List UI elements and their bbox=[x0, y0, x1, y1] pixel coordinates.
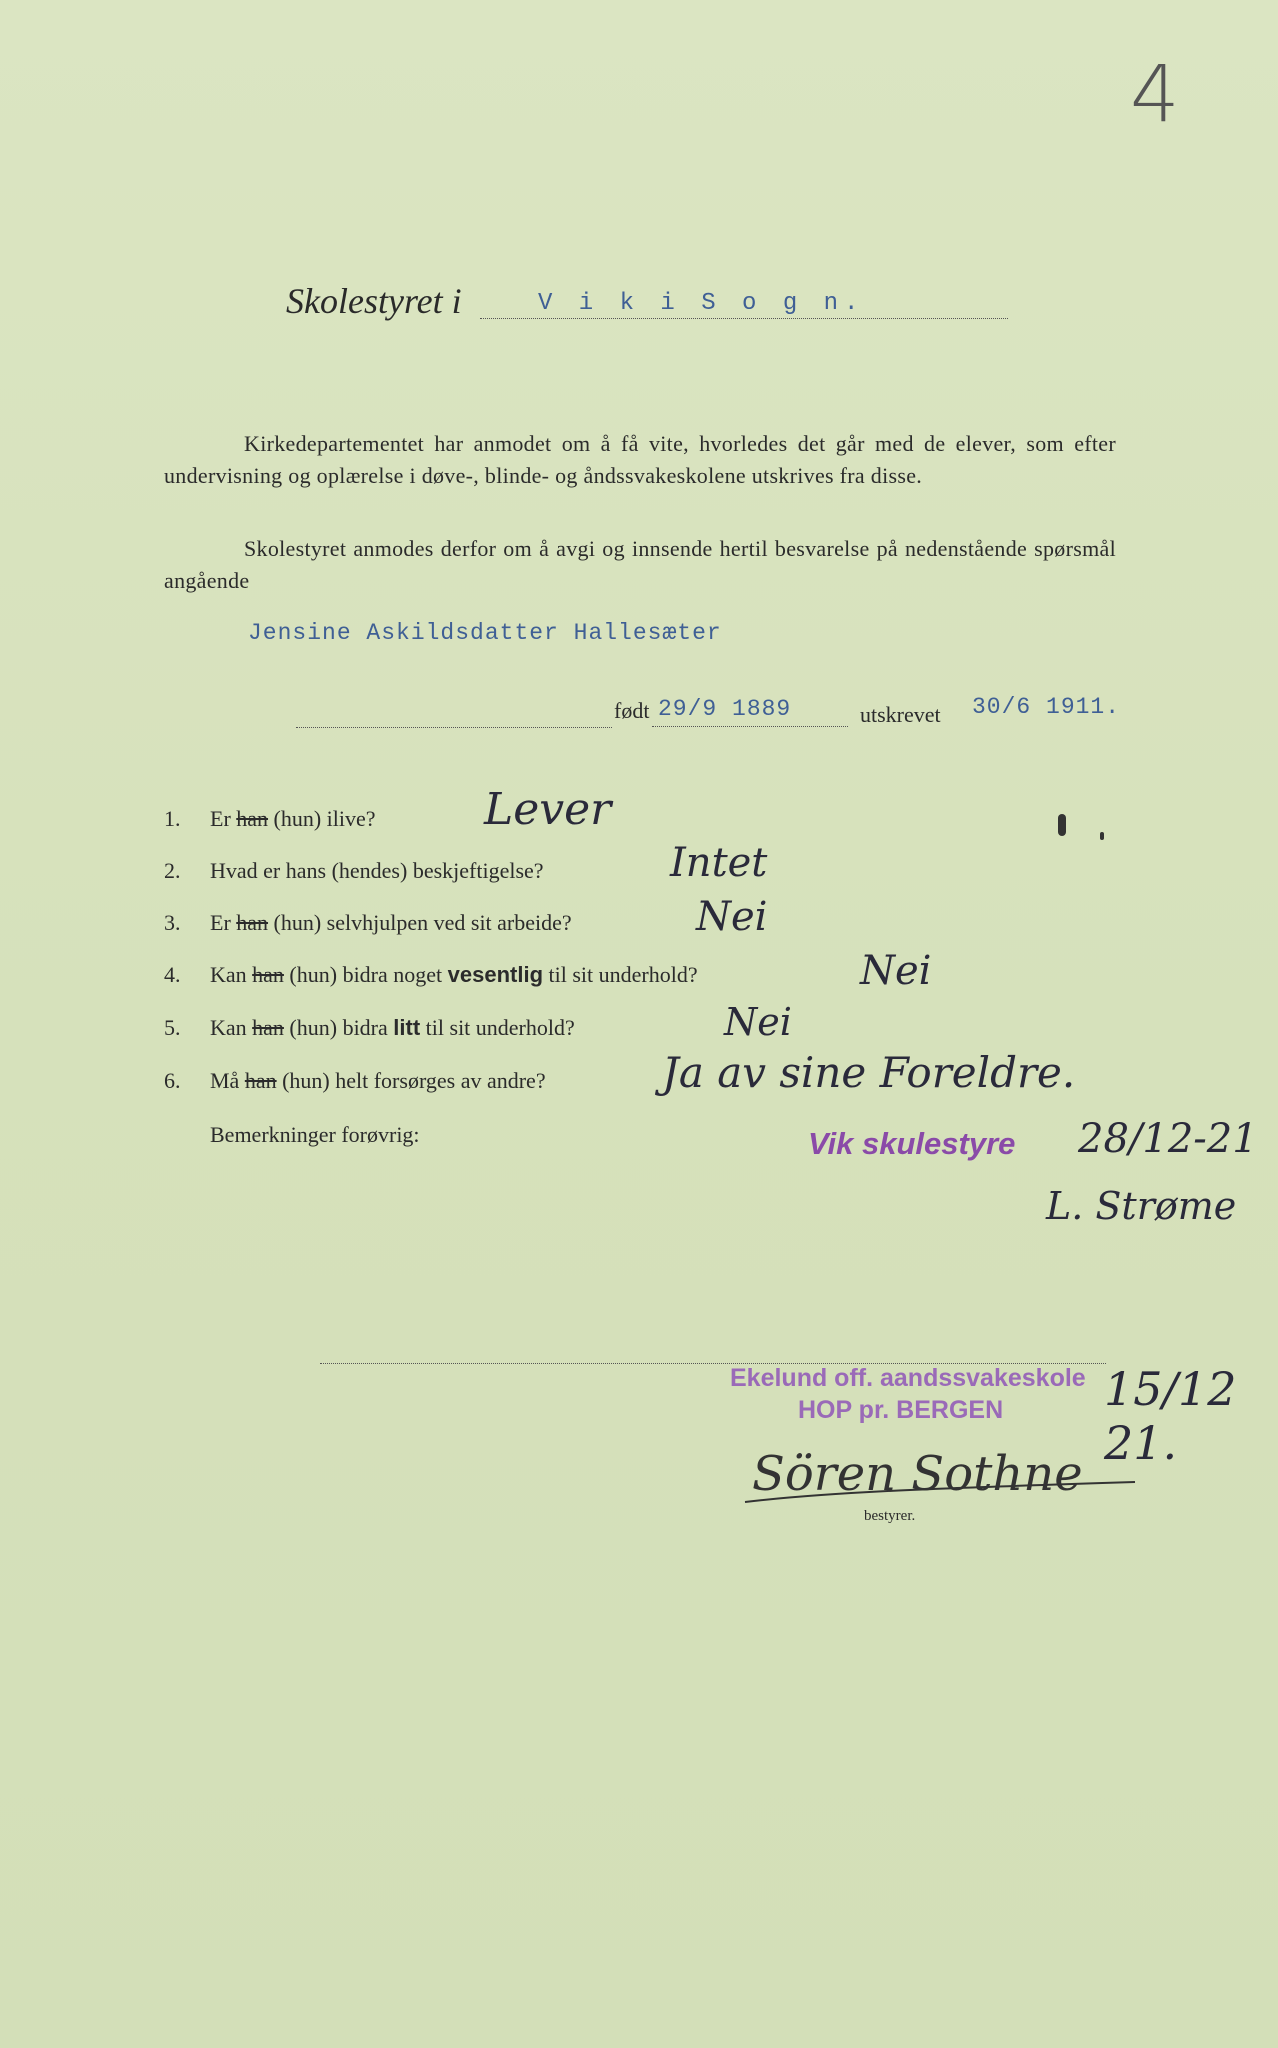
answer-6: Ja av sine Foreldre. bbox=[662, 1048, 1076, 1097]
discharged-label: utskrevet bbox=[860, 702, 941, 727]
question-number: 6. bbox=[164, 1068, 181, 1093]
ink-mark bbox=[1058, 814, 1066, 836]
answer-1: Lever bbox=[484, 784, 612, 835]
answer-4: Nei bbox=[860, 948, 932, 994]
header-label: Skolestyret i bbox=[286, 281, 462, 321]
school-stamp-line-1: Ekelund off. aandssvakeskole bbox=[730, 1364, 1086, 1392]
ink-mark bbox=[1100, 832, 1104, 840]
director-signature: Sören Sothne bbox=[752, 1446, 1083, 1502]
question-6: 6. Må han (hun) helt forsørges av andre? bbox=[164, 1068, 546, 1093]
vik-stamp: Vik skulestyre bbox=[808, 1126, 1016, 1161]
question-4: 4. Kan han (hun) bidra noget vesentlig til sit underhold? bbox=[164, 962, 698, 987]
question-1: 1. Er han (hun) ilive? bbox=[164, 806, 376, 831]
answer-2: Intet bbox=[670, 840, 768, 886]
school-stamp-line-2: HOP pr. BERGEN bbox=[798, 1396, 1004, 1424]
vik-date: 28/12-21 bbox=[1078, 1116, 1258, 1162]
born-label: født bbox=[614, 698, 650, 723]
director-label: bestyrer. bbox=[864, 1508, 916, 1524]
answer-3: Nei bbox=[696, 894, 768, 940]
born-value: 29/9 1889 bbox=[658, 696, 792, 722]
question-number: 1. bbox=[164, 806, 181, 831]
born-dotline bbox=[296, 701, 612, 728]
question-number: 4. bbox=[164, 962, 181, 987]
intro-paragraph-1: Kirkedepartementet har anmodet om å få vite, hvorledes det går med de elever, som efter undervisning og oplærelse i døve-, blinde- og åndssvakeskolene utskrives fra disse. bbox=[164, 431, 1116, 488]
question-number: 3. bbox=[164, 910, 181, 935]
vik-signature: L. Strøme bbox=[1046, 1184, 1237, 1228]
header-line bbox=[480, 290, 1008, 319]
born-value-line bbox=[652, 696, 848, 727]
question-number: 2. bbox=[164, 858, 181, 883]
signature-flourish bbox=[740, 1470, 1140, 1510]
intro-paragraph-2: Skolestyret anmodes derfor om å avgi og innsende hertil besvarelse på nedenstående spørsmål angående bbox=[164, 536, 1116, 593]
question-2: 2. Hvad er hans (hendes) beskjeftigelse? bbox=[164, 858, 544, 883]
discharged-value: 30/6 1911. bbox=[972, 694, 1121, 720]
remarks-label: Bemerkninger forøvrig: bbox=[210, 1122, 420, 1147]
school-district: V i k i S o g n. bbox=[538, 290, 865, 317]
student-name: Jensine Askildsdatter Hallesæter bbox=[248, 620, 722, 646]
question-number: 5. bbox=[164, 1015, 181, 1040]
question-3: 3. Er han (hun) selvhjulpen ved sit arbeide? bbox=[164, 910, 572, 935]
answer-5: Nei bbox=[724, 1000, 792, 1044]
question-5: 5. Kan han (hun) bidra litt til sit underhold? bbox=[164, 1015, 575, 1040]
school-date: 15/12 21. bbox=[1104, 1362, 1237, 1470]
page-number: 4 bbox=[1130, 50, 1180, 140]
